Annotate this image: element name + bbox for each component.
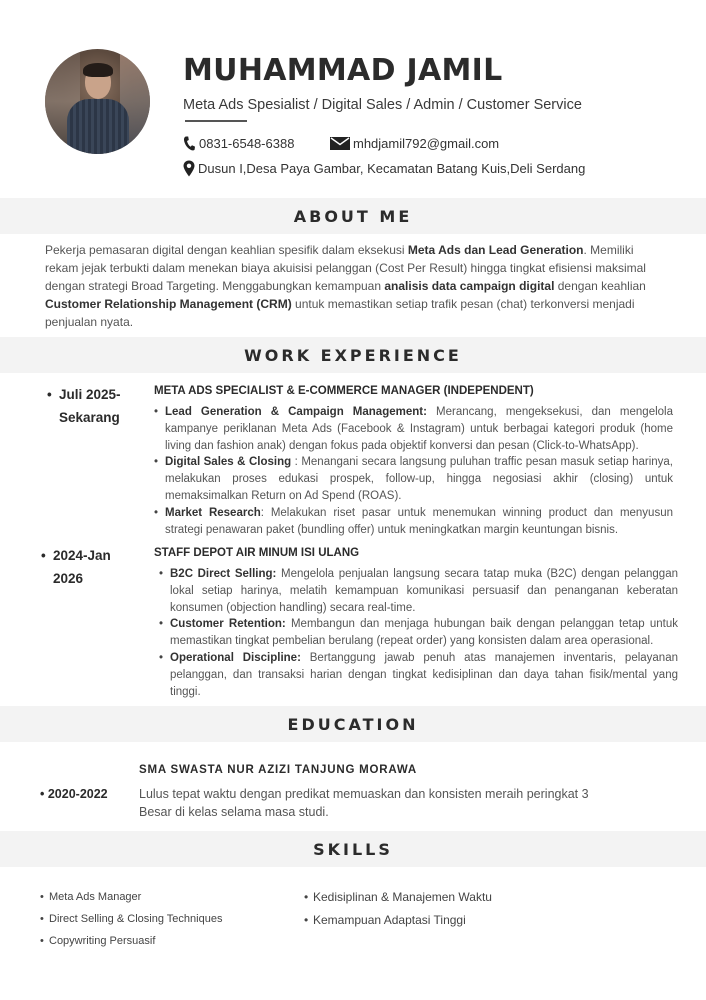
candidate-headline: Meta Ads Spesialist / Digital Sales / Admin / Customer Service (183, 97, 582, 113)
map-pin-icon (183, 160, 195, 177)
bullet-text: Mengelola penjualan langsung secara tatap muka (B2C) dengan pelanggan lokal setiap harinya, melatih kemampuan komunikasi persuasif dan penanganan keberatan konsumen (objection handling) secara real-time. (170, 568, 678, 614)
job-bullet (154, 404, 673, 454)
skill-item: • Direct Selling & Closing Techniques (40, 913, 222, 935)
job-date-start: 2024-Jan (53, 548, 111, 563)
skill-item: • Meta Ads Manager (40, 891, 222, 913)
skill-item: • Kemampuan Adaptasi Tinggi (304, 913, 492, 936)
job-bullet (159, 616, 678, 650)
education-school: SMA SWASTA NUR AZIZI TANJUNG MORAWA (139, 764, 418, 776)
envelope-icon (330, 137, 350, 150)
about-highlight: analisis data campaign digital (384, 279, 555, 293)
education-years: 2020-2022 (47, 787, 108, 801)
about-text: dengan keahlian (554, 279, 646, 293)
contact-email (330, 136, 499, 151)
about-text: Pekerja pemasaran digital dengan keahlian spesifik dalam eksekusi (45, 243, 408, 257)
phone-icon (183, 136, 196, 151)
bullet-text: Merancang, mengeksekusi, dan mengelola kampanye periklanan Meta Ads (Facebook & Instagram) untuk berbagai kategori produk (home living dan fashion anak) dengan fokus pada objektif konversi dan pesan (Click-to-WhatsApp). (165, 406, 673, 452)
bullet-label: Operational Discipline: (170, 651, 301, 664)
bullet-label: Market Research (165, 506, 261, 519)
phone-number: 0831-6548-6388 (199, 136, 295, 151)
job-date-start: Juli 2025- (59, 387, 121, 402)
section-header-education (0, 706, 706, 742)
bullet-text: : Menangani secara langsung puluhan traffic pesan masuk setiap harinya, melakukan proses edukasi prospek, follow-up, hingga negosiasi akhir (closing) untuk memaksimalkan Return on Ad Spend (ROAS). (165, 456, 673, 502)
job-bullet (154, 454, 673, 504)
contact-phone (183, 136, 294, 151)
bullet-label: Customer Retention: (170, 618, 286, 631)
job-date: • 2024-Jan 2026 (41, 544, 111, 590)
skills-list-right (304, 890, 492, 936)
bullet-label: Digital Sales & Closing (165, 456, 292, 469)
education-date: • 2020-2022 (40, 787, 108, 801)
section-title: ABOUT ME (293, 206, 413, 226)
section-header-about (0, 198, 706, 234)
job-bullet (159, 650, 678, 700)
job-bullet (154, 505, 673, 539)
job-bullets (159, 566, 678, 700)
section-header-work (0, 337, 706, 373)
bullet-label: B2C Direct Selling: (170, 568, 277, 580)
job-title: META ADS SPECIALIST & E-COMMERCE MANAGER (INDEPENDENT) (154, 385, 534, 397)
bullet-text: Membangun dan menjaga hubungan baik dengan pelanggan tetap untuk memastikan tingkat pembelian berulang (repeat order) yang konsisten dalam area operasional. (170, 618, 678, 648)
about-highlight: Meta Ads dan Lead Generation (407, 243, 584, 257)
section-header-skills (0, 831, 706, 867)
address-text: Dusun I,Desa Paya Gambar, Kecamatan Batang Kuis,Deli Serdang (198, 161, 586, 176)
skill-item: • Copywriting Persuasif (40, 935, 222, 957)
candidate-name: MUHAMMAD JAMIL (183, 53, 503, 88)
job-title: STAFF DEPOT AIR MINUM ISI ULANG (154, 547, 360, 559)
job-bullets (154, 404, 673, 538)
bullet-text: : Melakukan riset pasar untuk menemukan winning product dan menyusun strategi penawaran paket (bundling offer) untuk meningkatkan margin keuntungan bisnis. (165, 506, 673, 536)
headline-divider (185, 120, 247, 122)
profile-photo (45, 49, 150, 154)
skills-list-left (40, 891, 222, 957)
section-title: SKILLS (313, 839, 393, 859)
about-paragraph (45, 241, 670, 331)
about-text: untuk memastikan setiap trafik pesan (chat) terkonversi menjadi penjualan nyata. (45, 297, 635, 329)
bullet-label: Lead Generation & Campaign Management: (165, 406, 427, 418)
section-title: EDUCATION (287, 714, 419, 734)
skill-item: • Kedisiplinan & Manajemen Waktu (304, 890, 492, 913)
section-title: WORK EXPERIENCE (244, 345, 462, 365)
job-bullet (159, 566, 678, 616)
job-date-end: 2026 (53, 571, 84, 586)
about-text: . Memiliki rekam jejak terbukti dalam menekan biaya akuisisi pelanggan (Cost Per Result) hingga tingkat efisiensi maksimal dengan strategi Broad Targeting. Menggabungkan kemampuan (45, 243, 646, 293)
about-highlight: Customer Relationship Management (CRM) (45, 297, 292, 311)
contact-address (183, 160, 585, 177)
email-address: mhdjamil792@gmail.com (353, 136, 500, 151)
bullet-text: Bertanggung jawab penuh atas manajemen inventaris, pelayanan pelanggan, dan transaksi harian dengan tingkat kedisiplinan dan daya tahan fisik/mental yang tinggi. (170, 651, 678, 698)
job-date: • Juli 2025- Sekarang (47, 383, 121, 429)
education-description: Lulus tepat waktu dengan predikat memuaskan dan konsisten meraih peringkat 3 Besar di kelas selama masa studi. (139, 787, 589, 819)
job-date-end: Sekarang (59, 410, 120, 425)
